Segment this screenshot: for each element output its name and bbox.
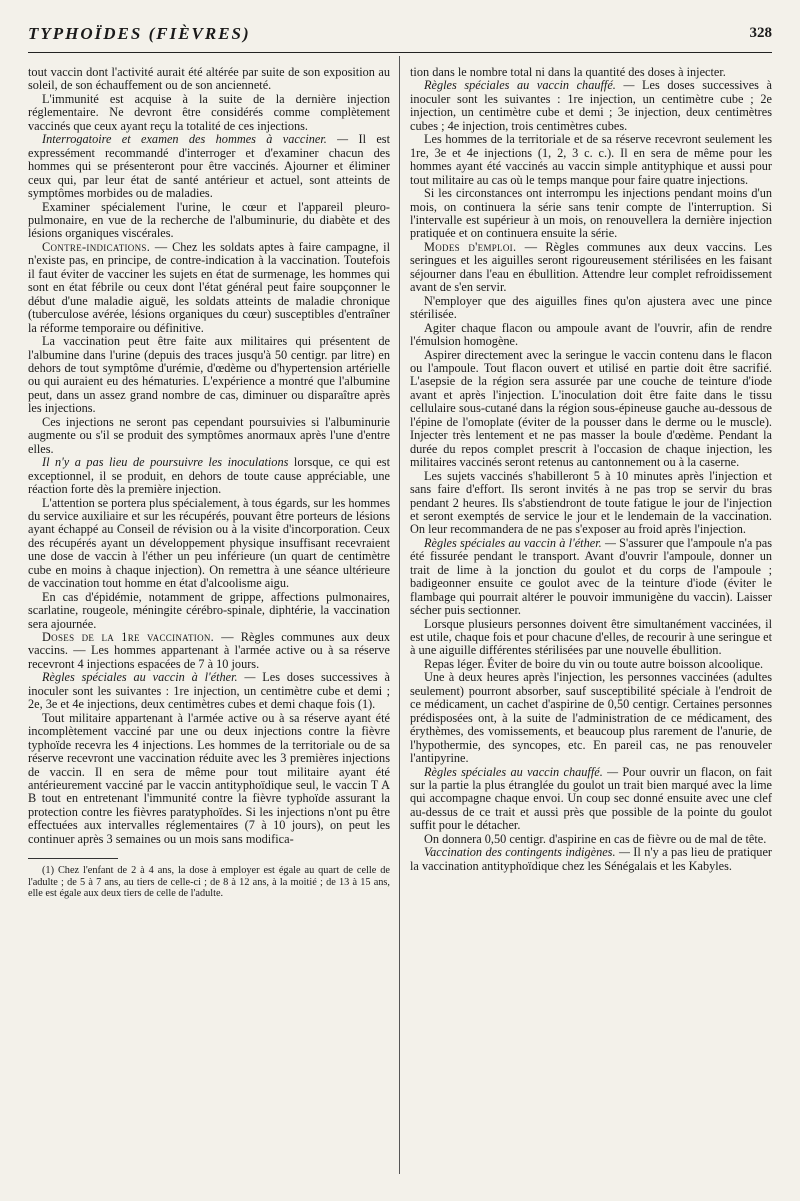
paragraph-text: En cas d'épidémie, notamment de grippe, affections pulmonaires, scarlatine, rougeole, méningite cérébro-spinale, diphtérie, la vaccination sera ajournée. [28, 589, 390, 631]
paragraph-text: La vaccination peut être faite aux militaires qui présentent de l'albumine dans l'urine (depuis des traces jusqu'à 50 centigr. par litre) en dehors de tout symptôme d'urémie, d'œdème ou d'hypertension artérielle ou qui auraient eu des hématuries. L'expérience a montré que l'albumine peut, dans un assez grand nombre de cas, diminuer ou disparaître après les injections. [28, 334, 390, 416]
paragraph [28, 93, 390, 133]
paragraph-heading: Doses de la 1re vaccination. — [42, 630, 234, 645]
paragraph-text: tout vaccin dont l'activité aurait été altérée par suite de son exposition au soleil, de son échauffement ou de son ancienneté. [28, 66, 390, 93]
paragraph-text: Les doses successives à inoculer sont les suivantes : 1re injection, un centimètre cube et demi ; 2e, 3e et 4e injections, deux centimètres cubes et demi chaque fois (1). [28, 670, 390, 712]
paragraph-heading: Contre-indications. — [42, 239, 168, 254]
paragraph-text: L'attention se portera plus spécialement, à tous égards, sur les hommes du service auxiliaire et sur les récupérés, pouvant être porteurs de lésions ayant échappé au Conseil de révision ou à la visite d'incorporation. Ceux des récupérés ayant un développement physique insuffisant recevraient une dose de vaccin à l'éther un peu inférieure (un quart de centimètre cube en moins à chaque injection). On remettra à une séance ultérieure de vaccination tout homme en état d'alcoolisme aigu. [28, 495, 390, 591]
paragraph [410, 671, 772, 765]
paragraph-text: Si les circonstances ont interrompu les injections pendant moins d'un mois, on continuera la série sans tenir compte de l'interruption. Si l'intervalle est supérieur à un mois, on renouvellera la dernière injection pratiquée et on continuera ensuite la série. [410, 186, 772, 241]
paragraph-text: Les hommes de la territoriale et de sa réserve recevront seulement les 1re, 3e et 4e injections (1, 2, 3 c. c.). Il en sera de même pour les hommes ayant été vaccinés au vaccin simple antityphique et aussi pour tout militaire au cas où le temps manque pour faire quatre injections. [410, 132, 772, 187]
paragraph-text: Aspirer directement avec la seringue le vaccin contenu dans le flacon ou l'ampoule. Tout flacon ouvert et utilisé en partie doit être sacrifié. L'asepsie de la région sera assurée par une couche de teinture d'iode avant et après l'injection. L'inoculation doit être faite dans le tissu cellulaire sous-cutané dans la région sous-épineuse gauche au-dessous de l'épine de l'omoplate (éviter de la pousser dans le derme ou le muscle). Injecter très lentement et ne pas masser la boule d'œdème. Pendant la durée du repos complet prescrit à l'occasion de chaque injection, les militaires vaccinés seront retenus au cantonnement ou à la caserne. [410, 347, 772, 470]
column-divider [399, 56, 400, 1174]
paragraph [410, 833, 772, 846]
paragraph-text: Une à deux heures après l'injection, les personnes vaccinées (adultes seulement) pourront absorber, sauf susceptibilité spéciale à l'endroit de ce médicament, un cachet d'aspirine de 0,50 centigr. Certaines personnes prédisposées ont, à la suite de l'administration de ce médicament, des érythèmes, des vomissements, et beaucoup plus rarement de l'anurie, de l'hypothermie, des syncopes, etc. En pareil cas, ne pas renouveler l'antipyrine. [410, 670, 772, 766]
paragraph-text: Ces injections ne seront pas cependant poursuivies si l'albuminurie augmente ou s'il se produit des symptômes anormaux après l'une d'entre elles. [28, 414, 390, 456]
paragraph-text: Il est expressément recommandé d'interroger et d'examiner chacun des hommes qui se présenteront pour être vaccinés. Ajourner et éliminer ceux qui, par leur état de santé antérieur et actuel, sont atteints de symptômes morbides ou de maladies. [28, 132, 390, 201]
text-columns [28, 66, 772, 1178]
paragraph [28, 631, 390, 671]
paragraph-text: Il n'y a pas lieu de pratiquer la vaccination antityphoïdique chez les Sénégalais et les Kabyles. [410, 845, 772, 873]
paragraph-text: Les sujets vaccinés s'habilleront 5 à 10 minutes après l'injection et sans faire d'effort. Ils seront invités à ne pas trop se servir du bras pendant 2 heures. Ils s'abstiendront de toute fatigue le jour de l'injection et seront exemptés de service le jour et le lendemain de la vaccination. On leur recommandera de ne pas s'exposer au froid après l'injection. [410, 468, 772, 537]
paragraph-text: N'employer que des aiguilles fines qu'on ajustera avec une pince stérilisée. [410, 293, 772, 322]
paragraph [410, 241, 772, 295]
paragraph [28, 201, 390, 241]
paragraph-text: tion dans le nombre total ni dans la quantité des doses à injecter. [410, 66, 726, 79]
paragraph-heading: Interrogatoire et examen des hommes à vacciner. — [42, 132, 349, 147]
paragraph [410, 537, 772, 618]
continued-paragraph [410, 66, 772, 79]
paragraph [410, 349, 772, 470]
paragraph-heading: Modes d'emploi. — [424, 239, 538, 254]
left-column [28, 66, 390, 1178]
paragraph [410, 295, 772, 322]
right-column [410, 66, 772, 1178]
paragraph [28, 456, 390, 496]
paragraph-text: S'assurer que l'ampoule n'a pas été fissurée pendant le transport. Avant d'ouvrir l'ampoule, donner un trait de lime à la jonction du goulot et du corps de l'ampoule ; badigeonner ensuite ce goulot avec de la teinture d'iode (éviter le flambage qui pourrait altérer le pouvoir immunigène du vaccin). Laisser sécher puis sectionner. [410, 535, 772, 618]
paragraph-text: On donnera 0,50 centigr. d'aspirine en cas de fièvre ou de mal de tête. [424, 831, 767, 846]
paragraph-text: lorsque, ce qui est exceptionnel, il se produit, en dehors de toute cause appréciable, une réaction forte dès la première injection. [28, 455, 390, 497]
paragraph [28, 416, 390, 456]
paragraph-text: Règles communes aux deux vaccins. Les seringues et les aiguilles seront rigoureusement stérilisées en les faisant séjourner dans l'eau en ébullition. Attendre leur complet refroidissement avant de s'en servir. [410, 239, 772, 295]
paragraph-text: Les doses successives à inoculer sont les suivantes : 1re injection, un centimètre cube ; 2e injection, un centimètre cube et demi ; 3e injection, deux centimètres cubes ; 4e injection, trois centimètres cubes. [410, 78, 772, 133]
paragraph-text: Pour ouvrir un flacon, on fait sur la partie la plus étranglée du goulot un trait bien marqué avec la lime qui accompagne chaque envoi. Un coup sec donné ensuite avec une clef au-dessus de ce trait et aussi près que possible de la pointe du goulot suffit pour le détacher. [410, 764, 772, 833]
paragraph [410, 187, 772, 241]
paragraph [410, 618, 772, 658]
left-column-paragraphs [28, 66, 390, 846]
paragraph-text: Tout militaire appartenant à l'armée active ou à sa réserve ayant été incomplètement vacciné par une ou deux injections contre la fièvre typhoïde recevra les 4 injections. Les hommes de la territoriale ou de sa réserve recevront une vaccination réduite avec les 3 premières injections de vaccin. Il en sera de même pour tout militaire ayant été antérieurement vacciné par le vaccin antityphoïdique seul, le vaccin T A B tout en entretenant l'immunité contre la fièvre typhoïde assurant la protection contre les fièvres paratyphoïdes. Si les injections n'ont pu être effectuées aux intervalles réglementaires (7 à 10 jours), on peut les continuer après 3 semaines ou un mois sans modifica- [28, 710, 390, 846]
paragraph-text: Agiter chaque flacon ou ampoule avant de l'ouvrir, afin de rendre l'émulsion homogène. [410, 320, 772, 349]
footnote-divider [28, 858, 118, 859]
paragraph [28, 591, 390, 631]
page-number: 328 [749, 25, 772, 41]
paragraph [410, 658, 772, 671]
paragraph-text: Chez les soldats aptes à faire campagne, il n'existe pas, en principe, de contre-indication à la vaccination. Toutefois il faut éviter de vacciner les sujets en état de surmenage, les hommes qui sont en état fébrile ou ceux dont l'état général peut faire soupçonner le début d'une maladie aiguë, les soldats atteints de maladie chronique (tuberculose avérée, lésions organiques du cœur) susceptibles d'entraîner la réforme temporaire ou définitive. [28, 239, 390, 335]
paragraph-heading: Règles spéciales au vaccin à l'éther. — [42, 670, 256, 685]
paragraph-text: Repas léger. Éviter de boire du vin ou toute autre boisson alcoolique. [424, 656, 764, 671]
paragraph [28, 241, 390, 335]
paragraph-text: Lorsque plusieurs personnes doivent être simultanément vaccinées, il est utile, chaque fois et pour chacune d'elles, de recourir à une seringue et à une aiguille différentes stérilisées par une nouvelle ébullition. [410, 616, 772, 658]
right-column-paragraphs [410, 66, 772, 873]
paragraph [28, 671, 390, 711]
paragraph [28, 133, 390, 200]
paragraph-heading: Vaccination des contingents indigènes. — [424, 845, 630, 860]
running-title: TYPHOÏDES (FIÈVRES) [28, 24, 251, 43]
paragraph [410, 470, 772, 537]
paragraph-heading: Il n'y a pas lieu de poursuivre les inoculations [42, 455, 289, 470]
paragraph-heading: Règles spéciales au vaccin à l'éther. — [424, 535, 616, 550]
paragraph [410, 133, 772, 187]
paragraph-text: Examiner spécialement l'urine, le cœur et l'appareil pleuro-pulmonaire, en vue de la recherche de l'albuminurie, du diabète et des lésions organiques viscérales. [28, 199, 390, 241]
paragraph [410, 322, 772, 349]
paragraph-heading: Règles spéciales au vaccin chauffé. — [424, 78, 635, 93]
paragraph [410, 79, 772, 133]
paragraph-heading: Règles spéciales au vaccin chauffé. — [424, 764, 619, 779]
paragraph-text: Règles communes aux deux vaccins. — Les hommes appartenant à l'armée active ou à sa réserve recevront 4 injections espacées de 7 à 10 jours. [28, 630, 390, 671]
paragraph-text: L'immunité est acquise à la suite de la dernière injection réglementaire. Ne devront être considérés comme complètement vaccinés que ceux ayant reçu la totalité de ces injections. [28, 91, 390, 133]
paragraph [28, 335, 390, 416]
footnote: (1) Chez l'enfant de 2 à 4 ans, la dose à employer est égale au quart de celle de l'adulte ; de 5 à 7 ans, au tiers de celle-ci ; de 8 à 12 ans, à la moitié ; de 13 à 15 ans, elle est égale aux deux tiers de celle de l'adulte. [28, 865, 390, 900]
continued-paragraph [28, 66, 390, 93]
paragraph [410, 846, 772, 873]
paragraph [28, 497, 390, 591]
page-header [28, 22, 772, 53]
paragraph [28, 712, 390, 847]
paragraph [410, 766, 772, 833]
